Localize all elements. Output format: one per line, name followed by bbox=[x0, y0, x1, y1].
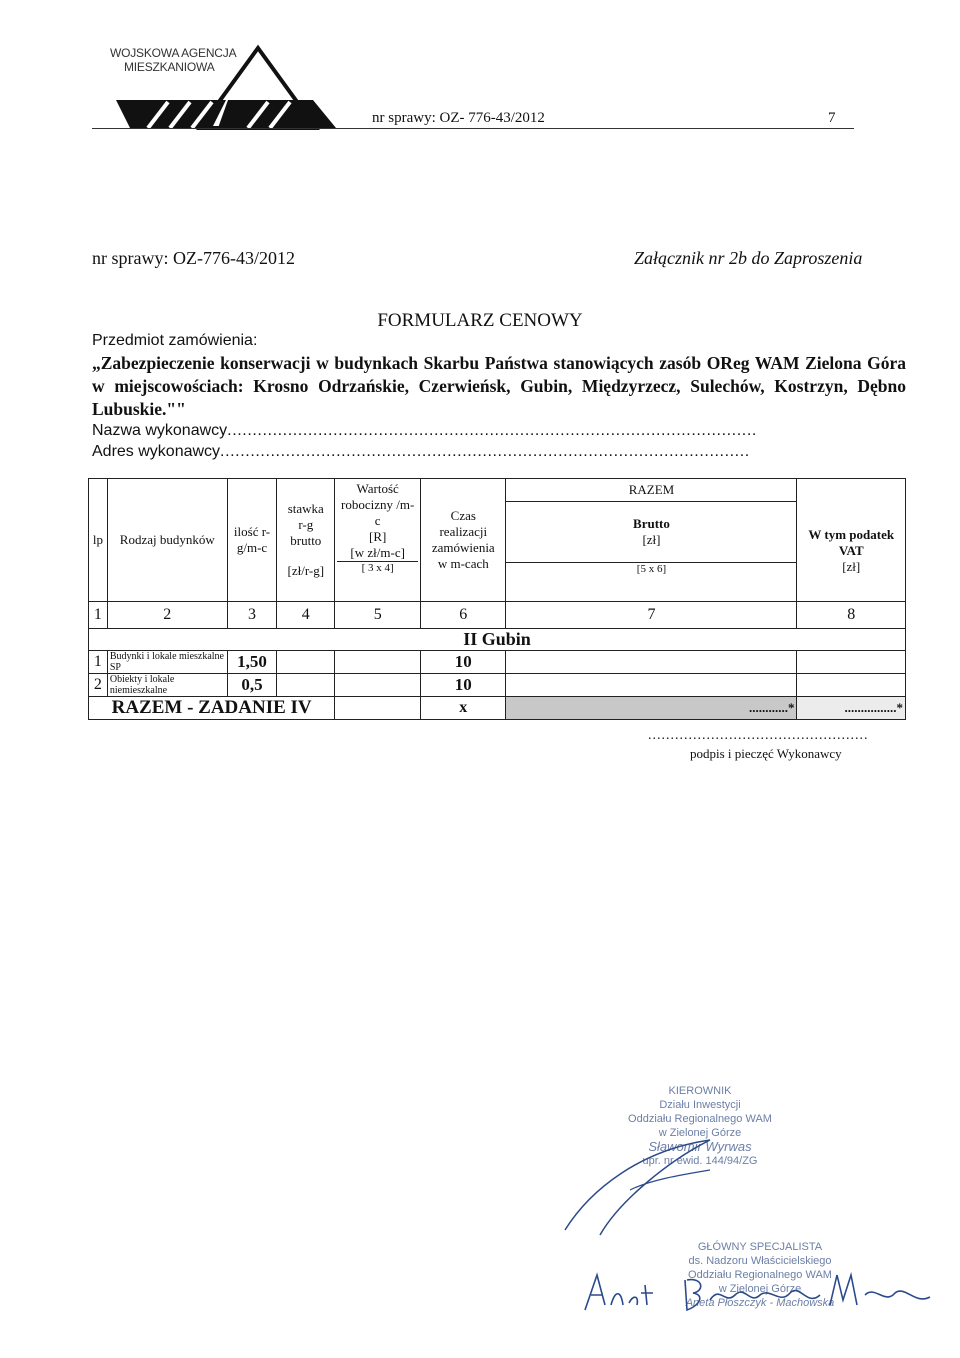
total-label: RAZEM - ZADANIE IV bbox=[89, 697, 335, 720]
row-lp: 1 bbox=[89, 651, 108, 674]
stamp1-line: Sławomir Wyrwas bbox=[648, 1139, 752, 1154]
header-lp: lp bbox=[89, 479, 108, 602]
row-type: Budynki i lokale mieszkalne SP bbox=[107, 651, 227, 674]
contractor-name-label: Nazwa wykonawcy bbox=[92, 422, 228, 439]
header-case-number: nr sprawy: OZ- 776-43/2012 bbox=[372, 110, 545, 126]
header-time-l4: w m-cach bbox=[437, 556, 489, 571]
row-value[interactable] bbox=[335, 651, 421, 674]
signature-label: podpis i pieczęć Wykonawcy bbox=[690, 746, 842, 761]
header-brutto bbox=[506, 479, 797, 602]
total-brutto[interactable]: ............* bbox=[506, 697, 797, 720]
row-lp: 2 bbox=[89, 674, 108, 697]
header-brutto-formula: [5 x 6] bbox=[506, 562, 796, 575]
subject-label: Przedmiot zamówienia: bbox=[92, 332, 258, 349]
stamp2-line: Aneta Płoszczyk - Machowska bbox=[685, 1297, 835, 1309]
stamp2-line: GŁÓWNY SPECJALISTA bbox=[697, 1241, 823, 1253]
stamp1-line: upr. nr ewid. 144/94/ZG bbox=[642, 1155, 758, 1167]
row-value[interactable] bbox=[335, 674, 421, 697]
header-value-unit: [w zł/m-c] bbox=[350, 545, 405, 560]
case-number: nr sprawy: OZ-776-43/2012 bbox=[92, 248, 295, 268]
row-rate[interactable] bbox=[277, 651, 335, 674]
row-type: Obiekty i lokale niemieszkalne bbox=[107, 674, 227, 697]
header-vat-l2: VAT bbox=[838, 543, 864, 558]
col-num-5: 5 bbox=[335, 602, 421, 629]
row-time: 10 bbox=[421, 674, 506, 697]
header-value-l3: c bbox=[374, 513, 381, 528]
header-time-l2: realizacji bbox=[439, 524, 488, 539]
stamp2-line: ds. Nadzoru Właścicielskiego bbox=[688, 1255, 832, 1267]
header-time bbox=[421, 479, 506, 602]
form-title: FORMULARZ CENOWY bbox=[377, 310, 583, 331]
contractor-address-label: Adres wykonawcy bbox=[92, 443, 221, 460]
header-qty: ilość r-g/m-c bbox=[227, 479, 277, 602]
row-qty[interactable]: 0,5 bbox=[227, 674, 277, 697]
row-rate[interactable] bbox=[277, 674, 335, 697]
col-num-2: 2 bbox=[107, 602, 227, 629]
header-rate bbox=[277, 479, 335, 602]
logo-line1: WOJSKOWA AGENCJA bbox=[110, 46, 237, 60]
stamp2-line: Oddziału Regionalnego WAM bbox=[688, 1269, 832, 1281]
contractor-name-line[interactable] bbox=[92, 422, 757, 440]
total-row bbox=[89, 697, 906, 720]
col-num-1: 1 bbox=[89, 602, 108, 629]
col-num-7: 7 bbox=[506, 602, 797, 629]
header-rate-unit: [zł/r-g] bbox=[287, 563, 325, 578]
header-razem: RAZEM bbox=[506, 479, 796, 502]
logo-icon bbox=[108, 40, 358, 130]
header-rate-l1: stawka bbox=[287, 501, 324, 516]
section-label: II Gubin bbox=[89, 629, 906, 651]
stamp1-line: w Zielonej Górze bbox=[658, 1127, 742, 1139]
price-table bbox=[88, 478, 906, 720]
table-row bbox=[89, 674, 906, 697]
contractor-address-line[interactable] bbox=[92, 443, 750, 461]
stamp1-line: KIEROWNIK bbox=[668, 1085, 732, 1097]
header-brutto-label: Brutto bbox=[633, 516, 670, 531]
row-brutto[interactable] bbox=[506, 674, 797, 697]
stamp1-line: Działu Inwestycji bbox=[659, 1099, 741, 1111]
total-value bbox=[335, 697, 421, 720]
contractor-address-dots: ......................................................................................................... bbox=[220, 443, 750, 460]
signature-scribble-icon bbox=[560, 1130, 720, 1240]
handwritten-signature-icon bbox=[575, 1265, 935, 1325]
header-brutto-unit: [zł] bbox=[642, 532, 661, 547]
col-num-6: 6 bbox=[421, 602, 506, 629]
total-time: x bbox=[421, 697, 506, 720]
col-num-8: 8 bbox=[797, 602, 906, 629]
row-brutto[interactable] bbox=[506, 651, 797, 674]
table-row bbox=[89, 651, 906, 674]
header-rule bbox=[92, 128, 854, 129]
col-num-4: 4 bbox=[277, 602, 335, 629]
header-vat bbox=[797, 479, 906, 602]
header-type: Rodzaj budynków bbox=[107, 479, 227, 602]
header-time-l3: zamówienia bbox=[431, 540, 495, 555]
header-value-l4: [R] bbox=[369, 529, 387, 544]
logo-line2: MIESZKANIOWA bbox=[124, 60, 215, 74]
section-row bbox=[89, 629, 906, 651]
header-vat-l1: W tym podatek bbox=[808, 527, 895, 542]
header-rate-l3: brutto bbox=[290, 533, 322, 548]
stamp2-line: w Zielonej Górze bbox=[718, 1283, 802, 1295]
contractor-name-dots: ......................................................................................................... bbox=[227, 422, 757, 439]
attachment-label: Załącznik nr 2b do Zaproszenia bbox=[634, 248, 863, 268]
total-vat[interactable]: ................* bbox=[797, 697, 906, 720]
subject-text: „Zabezpieczenie konserwacji w budynkach Skarbu Państwa stanowiących zasób OReg WAM Zielona Góra w miejscowościach: Krosno Odrzańskie, Czerwieńsk, Gubin, Międzyrzecz, Sulechów, Kostrzyn, Dębno Lubuskie."" bbox=[92, 353, 906, 419]
signature-dots: ................................................. bbox=[648, 728, 869, 743]
stamp1-line: Oddziału Regionalnego WAM bbox=[628, 1113, 772, 1125]
header-value bbox=[335, 479, 421, 602]
row-qty[interactable]: 1,50 bbox=[227, 651, 277, 674]
header-value-l2: robocizny /m- bbox=[341, 497, 415, 512]
header-vat-unit: [zł] bbox=[842, 559, 861, 574]
header-rate-l2: r-g bbox=[298, 517, 314, 532]
column-number-row bbox=[89, 602, 906, 629]
row-vat[interactable] bbox=[797, 674, 906, 697]
header-time-l1: Czas bbox=[450, 508, 476, 523]
header-value-formula: [ 3 x 4] bbox=[337, 561, 418, 574]
row-time: 10 bbox=[421, 651, 506, 674]
col-num-3: 3 bbox=[227, 602, 277, 629]
row-vat[interactable] bbox=[797, 651, 906, 674]
table-header-row bbox=[89, 479, 906, 602]
page-number: 7 bbox=[828, 110, 836, 126]
header-value-l1: Wartość bbox=[356, 481, 399, 496]
